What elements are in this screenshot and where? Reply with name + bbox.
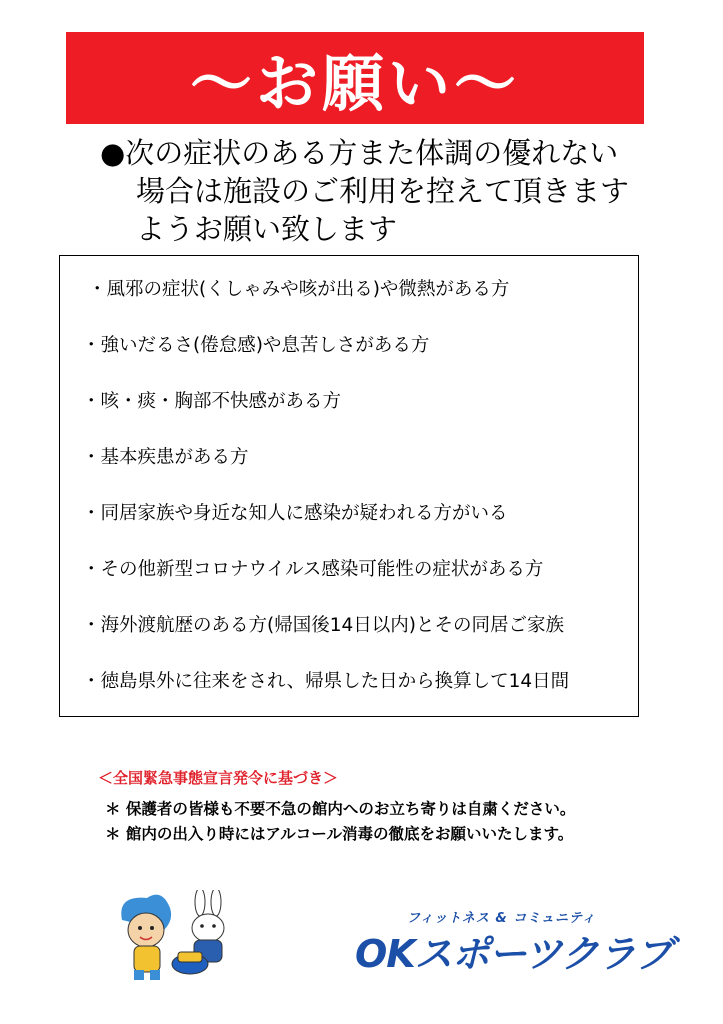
symptom-item-household-contact: ・同居家族や身近な知人に感染が疑われる方がいる [82,503,508,524]
title-banner [66,32,644,124]
symptom-item-fatigue: ・強いだるさ(倦怠感)や息苦しさがある方 [82,335,430,356]
intro-paragraph [100,134,660,248]
mascot-characters-icon [112,890,262,985]
page-title: ～お願い～ [189,46,520,120]
intro-line-1: ●次の症状のある方また体調の優れない [100,136,619,170]
symptom-item-cough: ・咳・痰・胸部不快感がある方 [82,391,342,412]
emergency-notice-heading: ＜全国緊急事態宣言発令に基づき＞ [98,769,339,787]
symptom-item-underlying-disease: ・基本疾患がある方 [82,447,249,468]
brand-logo [355,907,672,977]
guardian-note: ＊ 保護者の皆様も不要不急の館内へのお立ち寄りは自粛ください。 [105,800,576,818]
intro-line-3: ようお願い致します [136,212,398,246]
sanitize-note: ＊ 館内の出入り時にはアルコール消毒の徹底をお願いいたします。 [105,825,574,843]
brand-subtitle: フィットネス & コミュニティ [407,911,596,926]
symptom-item-other-covid: ・その他新型コロナウイルス感染可能性の症状がある方 [82,559,544,580]
brand-name: OKスポーツクラブ [355,932,672,976]
symptom-item-overseas-travel: ・海外渡航歴のある方(帰国後14日以内)とその同居ご家族 [82,615,564,636]
intro-line-2: 場合は施設のご利用を控えて頂きます [136,174,630,208]
symptom-item-out-of-prefecture: ・徳島県外に往来をされ、帰県した日から換算して14日間 [82,671,570,692]
symptom-item-cold: ・風邪の症状(くしゃみや咳が出る)や微熱がある方 [88,279,510,300]
symptom-list-box [59,255,639,717]
